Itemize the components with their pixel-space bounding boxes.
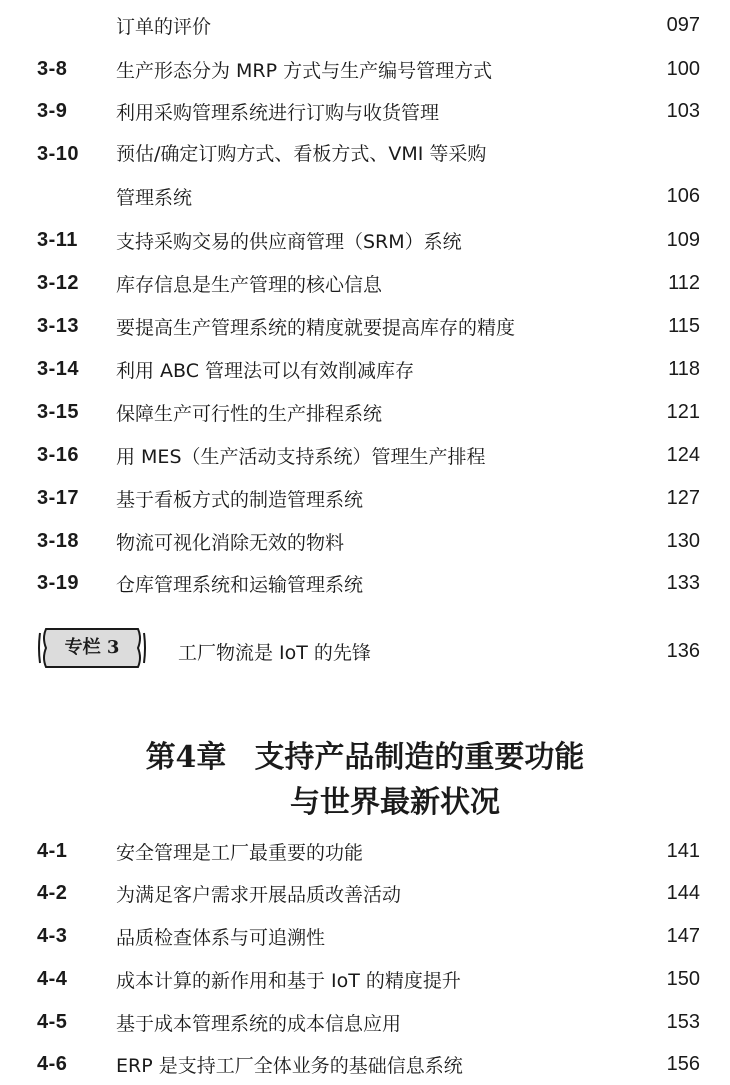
dot-leader bbox=[369, 568, 661, 598]
toc-entry-number: 3-11 bbox=[37, 229, 78, 251]
toc-entry-title: 生产形态分为 MRP 方式与生产编号管理方式 bbox=[116, 59, 493, 82]
toc-entry-title: 要提高生产管理系统的精度就要提高库存的精度 bbox=[116, 316, 516, 339]
dot-leader bbox=[369, 483, 661, 513]
toc-entry-title: 保障生产可行性的生产排程系统 bbox=[116, 402, 383, 425]
toc-entry-page: 156 bbox=[666, 1052, 700, 1075]
toc-entry bbox=[0, 1007, 730, 1037]
toc-entry-title: 物流可视化消除无效的物料 bbox=[116, 531, 345, 554]
toc-entry bbox=[0, 311, 730, 341]
dot-leader bbox=[331, 921, 661, 951]
toc-entry-page: 118 bbox=[668, 357, 700, 380]
toc-entry-title: 订单的评价 bbox=[116, 15, 212, 38]
toc-entry-number: 4-4 bbox=[37, 968, 68, 990]
column-entry-page: 136 bbox=[666, 639, 700, 662]
chapter-label: 第4章 bbox=[145, 740, 227, 775]
toc-entry-page: 127 bbox=[666, 486, 700, 509]
toc-entry-page: 133 bbox=[666, 571, 700, 594]
toc-entry-page: 112 bbox=[668, 271, 700, 294]
dot-leader bbox=[407, 1007, 661, 1037]
toc-entry-page: 150 bbox=[666, 967, 700, 990]
dot-leader bbox=[407, 878, 661, 908]
toc-entry-number: 4-6 bbox=[37, 1053, 68, 1075]
toc-entry-title: 成本计算的新作用和基于 IoT 的精度提升 bbox=[116, 969, 461, 992]
dot-leader bbox=[521, 311, 662, 341]
dot-leader bbox=[445, 96, 661, 126]
column-badge-label: 专栏 3 bbox=[64, 637, 120, 658]
toc-entry-title: 预估/确定订购方式、看板方式、VMI 等采购 bbox=[116, 143, 487, 165]
toc-entry-title: 基于看板方式的制造管理系统 bbox=[116, 488, 364, 511]
toc-entry-page: 124 bbox=[666, 443, 700, 466]
dot-leader bbox=[469, 1049, 661, 1079]
dot-leader bbox=[388, 397, 661, 427]
toc-entry-title: 利用采购管理系统进行订购与收货管理 bbox=[116, 101, 440, 124]
column-entry-title: 工厂物流是 IoT 的先锋 bbox=[178, 641, 371, 664]
chapter-heading-line2 bbox=[0, 781, 730, 825]
toc-entry-title: 品质检查体系与可追溯性 bbox=[116, 926, 326, 949]
toc-entry-page: 100 bbox=[666, 57, 700, 80]
dot-leader bbox=[492, 440, 661, 470]
toc-entry bbox=[0, 354, 730, 384]
dot-leader bbox=[420, 354, 662, 384]
toc-entry-title: 管理系统 bbox=[116, 186, 193, 209]
toc-entry-number: 3-9 bbox=[37, 100, 68, 122]
column-entry bbox=[0, 636, 730, 666]
toc-entry-title: ERP 是支持工厂全体业务的基础信息系统 bbox=[116, 1054, 463, 1077]
toc-entry-number: 3-14 bbox=[37, 358, 80, 380]
toc-entry bbox=[0, 96, 730, 126]
toc-entry-continuation bbox=[0, 181, 730, 211]
toc-entry-number: 3-12 bbox=[37, 272, 80, 294]
toc-entry bbox=[0, 1049, 730, 1079]
toc-entry-number: 3-17 bbox=[37, 487, 80, 509]
dot-leader bbox=[468, 225, 661, 255]
toc-entry-page: 130 bbox=[666, 529, 700, 552]
toc-entry bbox=[0, 440, 730, 470]
toc-entry-page: 106 bbox=[666, 184, 700, 207]
toc-entry-title: 为满足客户需求开展品质改善活动 bbox=[116, 883, 402, 906]
chapter-title-line2: 与世界最新状况 bbox=[290, 785, 500, 820]
toc-entry-page: 153 bbox=[666, 1010, 700, 1033]
toc-entry-number: 3-19 bbox=[37, 572, 80, 594]
toc-entry-title: 基于成本管理系统的成本信息应用 bbox=[116, 1012, 402, 1035]
toc-entry bbox=[0, 268, 730, 298]
chapter-heading bbox=[0, 736, 730, 780]
dot-leader bbox=[369, 836, 661, 866]
toc-entry bbox=[0, 10, 730, 40]
dot-leader bbox=[377, 636, 661, 666]
toc-entry-title: 安全管理是工厂最重要的功能 bbox=[116, 841, 364, 864]
toc-entry bbox=[0, 878, 730, 908]
chapter-title-line1: 支持产品制造的重要功能 bbox=[254, 740, 585, 775]
toc-entry bbox=[0, 836, 730, 866]
toc-entry bbox=[0, 225, 730, 255]
toc-entry bbox=[0, 964, 730, 994]
dot-leader bbox=[498, 54, 660, 84]
toc-entry-number: 3-16 bbox=[37, 444, 80, 466]
toc-entry-page: 097 bbox=[666, 13, 700, 36]
toc-entry-number: 3-10 bbox=[37, 143, 80, 165]
toc-entry-number: 3-15 bbox=[37, 401, 80, 423]
toc-entry bbox=[0, 54, 730, 84]
toc-entry-number: 4-2 bbox=[37, 882, 68, 904]
toc-entry-page: 109 bbox=[666, 228, 700, 251]
toc-entry-title: 支持采购交易的供应商管理（SRM）系统 bbox=[116, 230, 462, 253]
toc-entry bbox=[0, 921, 730, 951]
toc-entry-number: 3-18 bbox=[37, 530, 80, 552]
toc-entry-title: 仓库管理系统和运输管理系统 bbox=[116, 573, 364, 596]
toc-entry-title: 利用 ABC 管理法可以有效削减库存 bbox=[116, 359, 415, 382]
toc-entry bbox=[0, 483, 730, 513]
toc-entry-page: 144 bbox=[666, 881, 700, 904]
toc-entry-title: 库存信息是生产管理的核心信息 bbox=[116, 273, 383, 296]
dot-leader bbox=[467, 964, 661, 994]
toc-entry-number: 3-8 bbox=[37, 58, 68, 80]
toc-entry-number: 4-5 bbox=[37, 1011, 68, 1033]
toc-entry-page: 103 bbox=[666, 99, 700, 122]
toc-entry-number: 3-13 bbox=[37, 315, 80, 337]
toc-entry-number: 4-3 bbox=[37, 925, 68, 947]
toc-entry-page: 121 bbox=[666, 400, 700, 423]
dot-leader bbox=[350, 526, 661, 556]
toc-entry bbox=[0, 397, 730, 427]
toc-entry-page: 147 bbox=[666, 924, 700, 947]
toc-entry-title: 用 MES（生产活动支持系统）管理生产排程 bbox=[116, 445, 486, 468]
toc-entry-page: 115 bbox=[668, 314, 700, 337]
toc-entry bbox=[0, 526, 730, 556]
dot-leader bbox=[217, 10, 661, 40]
dot-leader bbox=[198, 181, 661, 211]
toc-entry-page: 141 bbox=[666, 839, 700, 862]
dot-leader bbox=[388, 268, 662, 298]
toc-entry-number: 4-1 bbox=[37, 840, 68, 862]
toc-entry bbox=[0, 139, 730, 169]
toc-entry bbox=[0, 568, 730, 598]
